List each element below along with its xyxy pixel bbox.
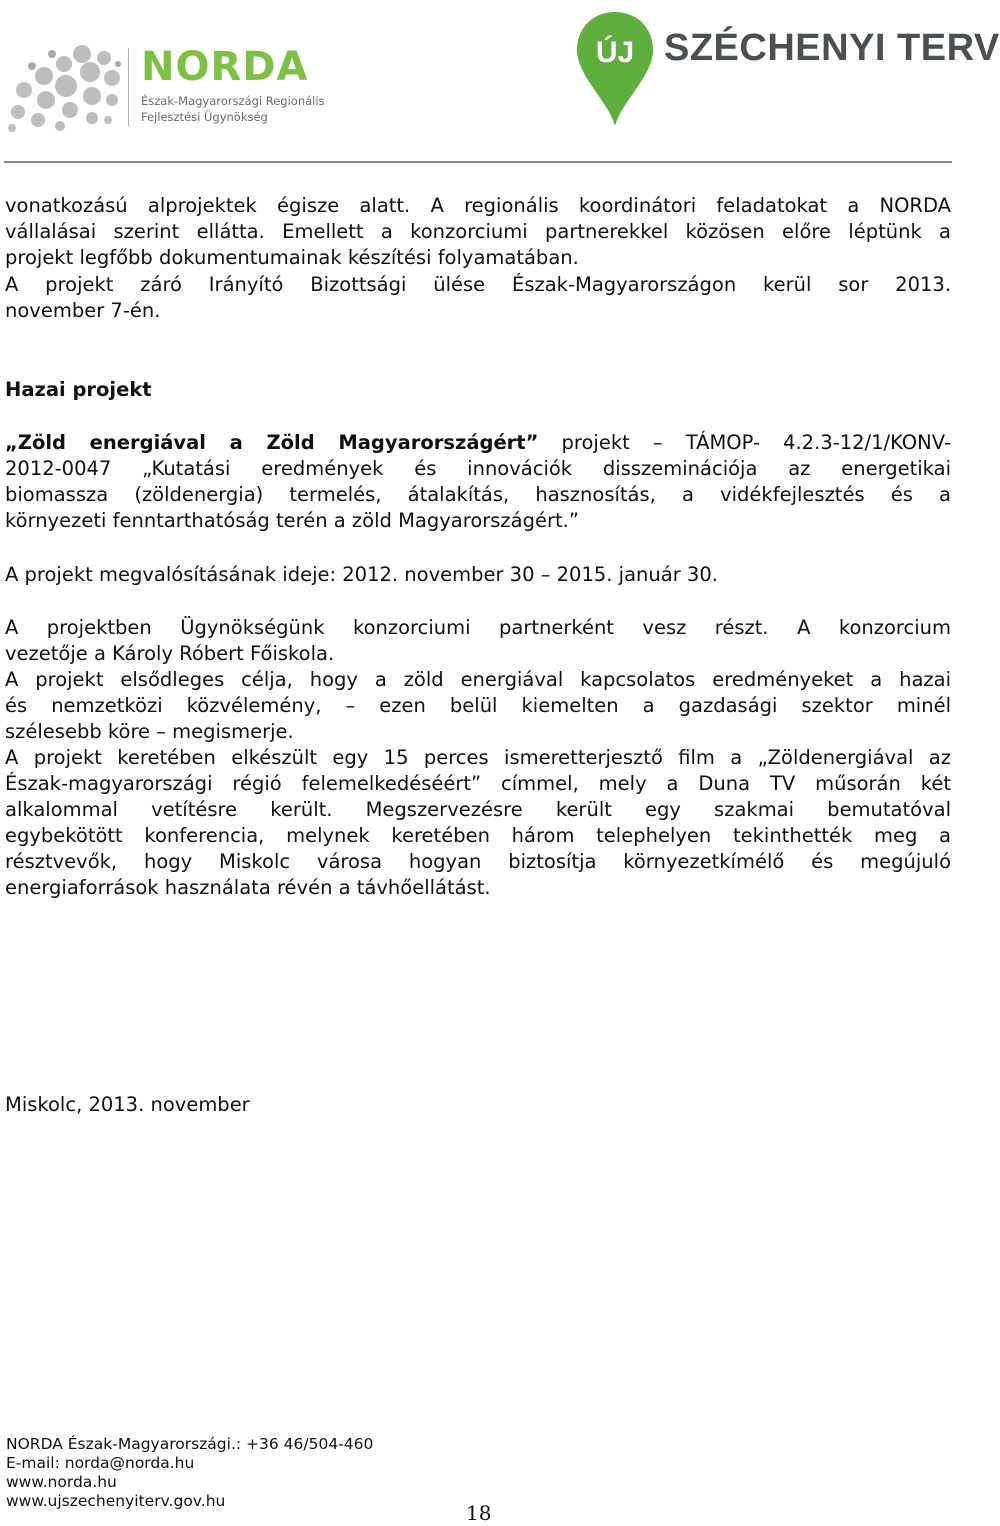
goal-line-3: szélesebb köre – megismerje. bbox=[5, 720, 294, 743]
project-desc-line-3: környezeti fenntarthatóság terén a zöld Magyarországért.” bbox=[5, 509, 579, 532]
intro-paragraph bbox=[5, 193, 951, 271]
partner-paragraph bbox=[5, 615, 951, 667]
project-title-bold: „Zöld energiával a Zöld Magyarországért” bbox=[5, 431, 539, 454]
intro-line-2: vállalásai szerint ellátta. Emellett a konzorciumi partnerekkel közösen előre léptünk a bbox=[5, 220, 951, 243]
norda-dots-icon bbox=[4, 40, 124, 132]
film-line-3: alkalommal vetítésre került. Megszervezésre került egy szakmai bemutatóval bbox=[5, 798, 951, 821]
film-paragraph bbox=[5, 745, 951, 901]
closing-line-1: A projekt záró Irányító Bizottsági ülése Észak-Magyarországon kerül sor 2013. bbox=[5, 273, 951, 296]
goal-line-2: és nemzetközi közvélemény, – ezen belül kiemelten a gazdasági szektor minél bbox=[5, 694, 951, 717]
project-desc-line-2: biomassza (zöldenergia) termelés, átalakítás, hasznosítás, a vidékfejlesztés és a bbox=[5, 483, 951, 506]
norda-subtitle-1: Észak-Magyarországi Regionális bbox=[141, 94, 325, 108]
film-line-1: A projekt keretében elkészült egy 15 perces ismeretterjesztő film a „Zöldenergiával az bbox=[5, 746, 951, 769]
place-date: Miskolc, 2013. november bbox=[5, 1093, 250, 1116]
goal-paragraph bbox=[5, 667, 951, 745]
norda-wordmark: NORDA bbox=[141, 44, 309, 90]
film-line-4: egybekötött konferencia, melynek keretében három telephelyen tekinthették meg a bbox=[5, 824, 951, 847]
goal-line-1: A projekt elsődleges célja, hogy a zöld energiával kapcsolatos eredményeket a hazai bbox=[5, 668, 951, 691]
film-line-5: résztvevők, hogy Miskolc városa hogyan biztosítja környezetkímélő és megújuló bbox=[5, 850, 951, 873]
section-heading: Hazai projekt bbox=[5, 378, 152, 401]
page-header bbox=[0, 0, 1000, 165]
intro-line-3: projekt legfőbb dokumentumainak készítési folyamatában. bbox=[5, 246, 579, 269]
project-desc-line-1: 2012-0047 „Kutatási eredmények és innovációk disszeminációja az energetikai bbox=[5, 457, 951, 480]
uj-szechenyi-terv-pin-icon bbox=[575, 10, 655, 128]
intro-line-1: vonatkozású alprojektek égisze alatt. A regionális koordinátori feladatokat a NORDA bbox=[5, 194, 951, 217]
footer-website-norda[interactable]: www.norda.hu bbox=[6, 1473, 117, 1491]
project-title-rest: projekt – TÁMOP- 4.2.3-12/1/KONV- bbox=[538, 431, 951, 454]
logo-divider bbox=[128, 48, 129, 126]
partner-line-1: A projektben Ügynökségünk konzorciumi partnerként vesz részt. A konzorcium bbox=[5, 616, 951, 639]
project-duration: A projekt megvalósításának ideje: 2012. november 30 – 2015. január 30. bbox=[5, 563, 718, 586]
pin-label: ÚJ bbox=[595, 36, 635, 69]
project-title-paragraph bbox=[5, 430, 951, 534]
closing-meeting-paragraph bbox=[5, 272, 951, 324]
film-line-6: energiaforrások használata révén a távhőellátást. bbox=[5, 876, 491, 899]
film-line-2: Észak-magyarországi régió felemelkedéséért” címmel, mely a Duna TV műsorán két bbox=[5, 772, 951, 795]
closing-line-2: november 7-én. bbox=[5, 299, 161, 322]
norda-subtitle-2: Fejlesztési Ügynökség bbox=[141, 110, 268, 124]
footer-phone: NORDA Észak-Magyarországi.: +36 46/504-460 bbox=[6, 1435, 374, 1453]
header-divider bbox=[4, 161, 952, 163]
partner-line-2: vezetője a Károly Róbert Főiskola. bbox=[5, 642, 335, 665]
footer-email[interactable]: E-mail: norda@norda.hu bbox=[6, 1454, 195, 1472]
szechenyi-terv-wordmark: SZÉCHENYI TERV bbox=[664, 27, 1000, 69]
footer-website-szechenyi[interactable]: www.ujszechenyiterv.gov.hu bbox=[6, 1492, 226, 1510]
project-title-line bbox=[5, 430, 951, 456]
page-number: 18 bbox=[466, 1501, 492, 1525]
